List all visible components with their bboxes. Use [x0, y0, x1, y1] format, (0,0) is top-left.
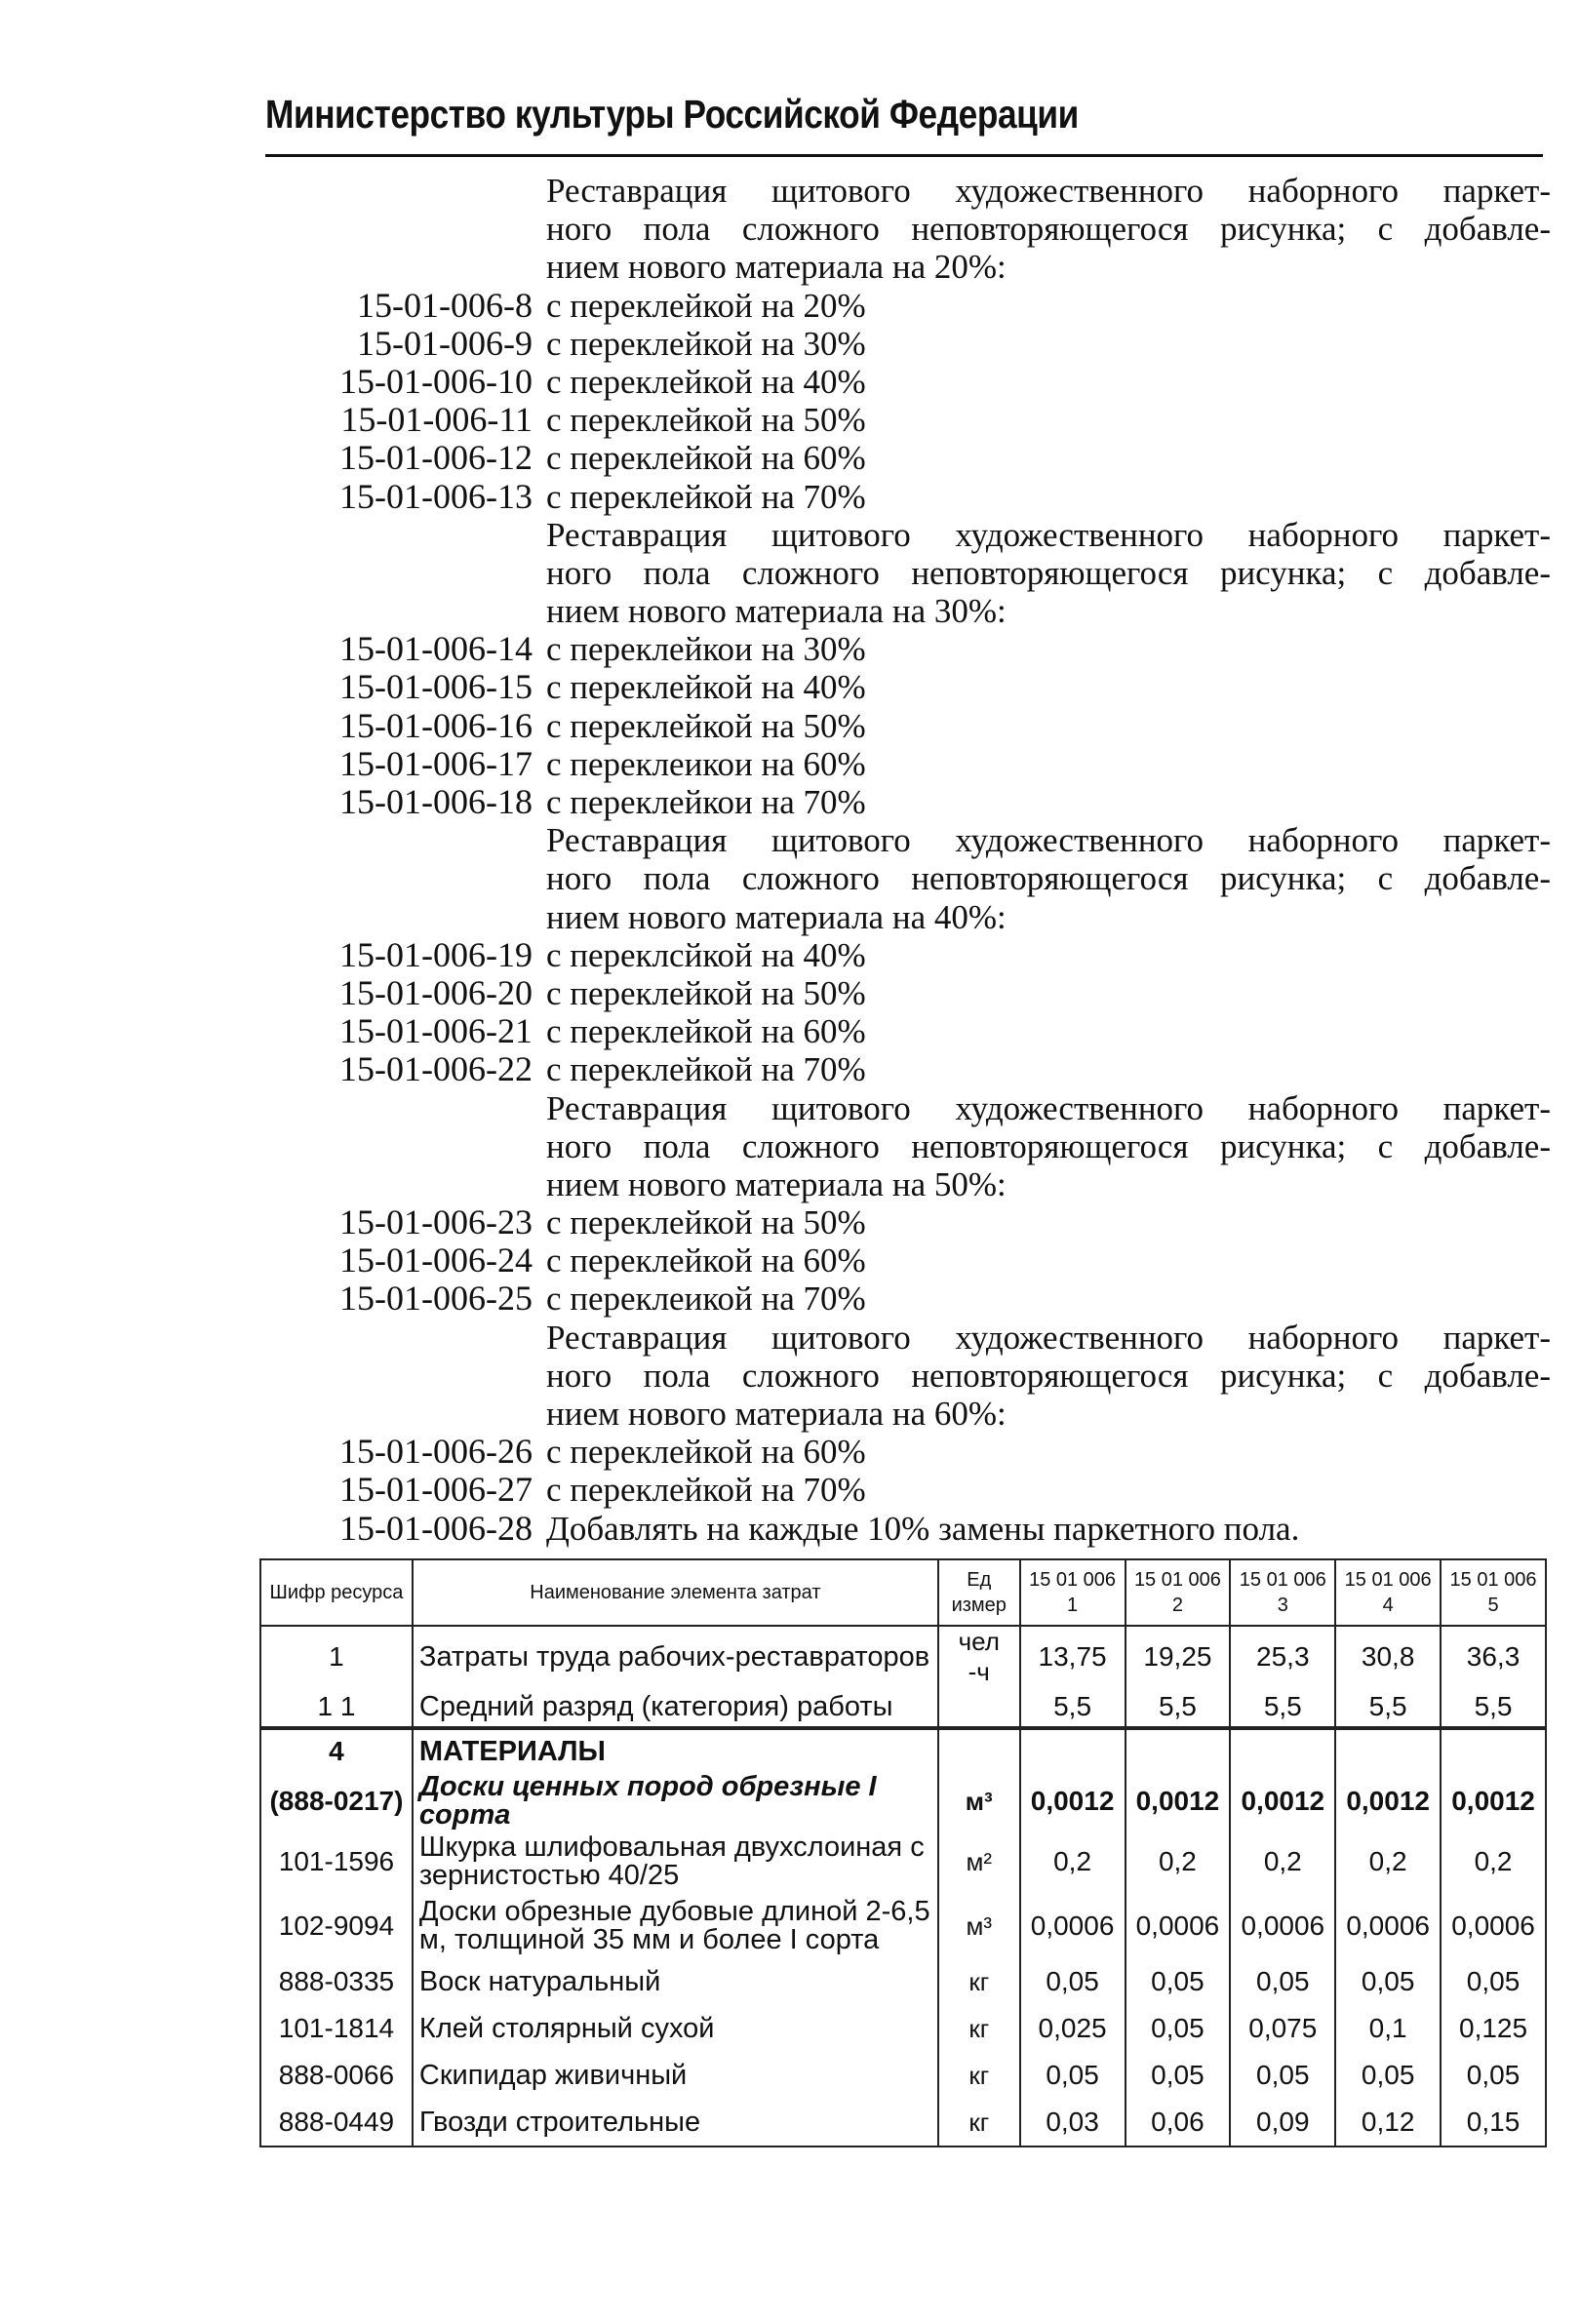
table-row — [260, 2005, 1546, 2052]
table-row — [260, 1958, 1546, 2005]
value-cell: 0,05 — [1335, 2052, 1441, 2099]
unit: кг — [938, 1958, 1020, 2005]
value-cell: 0,09 — [1230, 2099, 1335, 2147]
list-line — [263, 821, 1551, 859]
resource-code: 1 — [260, 1626, 413, 1687]
norm-text: с переклейкой на 60% — [546, 439, 866, 478]
norm-code: 15-01-006-17 — [339, 743, 533, 783]
norm-text: с переклейкой на 30% — [546, 324, 866, 363]
norm-text: ного пола сложного неповторяющегося рисунка; с добавле- — [546, 553, 1551, 592]
norm-code: 15-01-006-20 — [339, 972, 533, 1012]
list-line — [263, 1319, 1551, 1357]
norm-code: 15-01-006-12 — [339, 438, 533, 478]
cost-element-name: Гвозди строительные — [413, 2099, 938, 2147]
norm-code: 15-01-006-14 — [339, 629, 533, 669]
cost-element-name: Воск натуральный — [413, 1958, 938, 2005]
value-cell: 0,05 — [1441, 2052, 1546, 2099]
list-line — [263, 1471, 1551, 1509]
table-row — [260, 2099, 1546, 2147]
norm-text: с переклейкой на 40% — [546, 362, 866, 401]
norm-code: 15-01-006-18 — [339, 782, 533, 821]
list-line — [263, 478, 1551, 516]
norm-code — [263, 821, 546, 859]
norm-code: 15-01-006-24 — [339, 1241, 533, 1280]
value-cell: 0,2 — [1230, 1830, 1335, 1894]
value-cell — [1126, 1728, 1231, 1773]
value-cell: 0,05 — [1230, 1958, 1335, 2005]
norm-code — [263, 516, 546, 554]
norm-text: нием нового материала на 60%: — [546, 1395, 1007, 1433]
list-line — [263, 1433, 1551, 1471]
value-cell: 0,2 — [1126, 1830, 1231, 1894]
value-cell: 0,2 — [1020, 1830, 1126, 1894]
list-line — [263, 936, 1551, 974]
value-cell: 0,06 — [1126, 2099, 1231, 2147]
list-line — [263, 783, 1551, 821]
value-cell: 0,05 — [1126, 2005, 1231, 2052]
list-line — [263, 745, 1551, 783]
value-cell: 0,0012 — [1126, 1773, 1231, 1830]
norm-text: с переклейкой на 50% — [546, 401, 866, 440]
norm-text: с переклеикой на 70% — [546, 1280, 866, 1319]
header-norm-col: 15 01 006 3 — [1230, 1559, 1335, 1626]
norm-code — [263, 1089, 546, 1127]
value-cell: 0,0006 — [1020, 1894, 1126, 1958]
norm-text: Реставрация щитового художественного наборного паркет- — [546, 1318, 1551, 1357]
norm-code: 15-01-006-22 — [339, 1049, 533, 1089]
value-cell: 0,1 — [1335, 2005, 1441, 2052]
norm-text: нием нового материала на 30%: — [546, 592, 1007, 631]
resource-cost-table — [259, 1558, 1547, 2147]
norm-text: с переклейкой на 70% — [546, 1471, 866, 1510]
norm-text: с переклеикои на 60% — [546, 744, 866, 783]
norm-text: с переклсйкой на 40% — [546, 935, 866, 974]
value-cell: 0,0006 — [1126, 1894, 1231, 1958]
value-cell: 0,0012 — [1441, 1773, 1546, 1830]
value-cell: 0,025 — [1020, 2005, 1126, 2052]
value-cell: 0,05 — [1126, 2052, 1231, 2099]
table-row — [260, 1830, 1546, 1894]
norm-code: 15-01-006-27 — [339, 1470, 533, 1510]
norm-text: Реставрация щитового художественного наборного паркет- — [546, 821, 1551, 860]
unit: кг — [938, 2099, 1020, 2147]
norm-text: с переклейкой на 60% — [546, 1433, 866, 1472]
norm-code: 15-01-006-10 — [339, 361, 533, 401]
unit: кг — [938, 2005, 1020, 2052]
value-cell: 0,0012 — [1230, 1773, 1335, 1830]
norm-list — [263, 172, 1551, 1548]
norm-text: ного пола сложного неповторяющегося рисунка; с добавле- — [546, 210, 1551, 249]
list-line — [263, 172, 1551, 210]
norm-text: с переклейкой на 70% — [546, 477, 866, 516]
norm-code: 15-01-006-23 — [339, 1202, 533, 1242]
value-cell: 0,03 — [1020, 2099, 1126, 2147]
header-cost-element: Наименование элемента затрат — [413, 1559, 938, 1626]
norm-text: ного пола сложного неповторяющегося рисунка; с добавле- — [546, 1356, 1551, 1395]
header-resource-code: Шифр ресурса — [260, 1559, 413, 1626]
norm-text: с переклейкой на 40% — [546, 668, 866, 707]
resource-code: (888-0217) — [260, 1773, 413, 1830]
norm-text: с переклейкой на 50% — [546, 706, 866, 745]
norm-code: 15-01-006-16 — [339, 705, 533, 745]
norm-text: нием нового материала на 20%: — [546, 248, 1007, 287]
list-line — [263, 974, 1551, 1012]
value-cell: 13,75 — [1020, 1626, 1126, 1687]
cost-element-name: Средний разряд (категория) работы — [413, 1687, 938, 1728]
section-title: МАТЕРИАЛЫ — [413, 1728, 938, 1773]
norm-code — [263, 898, 546, 936]
list-line — [263, 592, 1551, 630]
resource-code: 102-9094 — [260, 1894, 413, 1958]
norm-code: 15-01-006-21 — [339, 1011, 533, 1051]
unit: чел -ч — [938, 1626, 1020, 1687]
list-line — [263, 363, 1551, 401]
list-line — [263, 516, 1551, 554]
value-cell: 0,12 — [1335, 2099, 1441, 2147]
norm-code — [263, 554, 546, 592]
value-cell — [1020, 1728, 1126, 1773]
value-cell: 0,125 — [1441, 2005, 1546, 2052]
resource-code: 1 1 — [260, 1687, 413, 1728]
list-line — [263, 1395, 1551, 1433]
norm-code: 15-01-006-13 — [339, 476, 533, 516]
resource-code: 888-0066 — [260, 2052, 413, 2099]
norm-text: Реставрация щитового художественного наборного паркет- — [546, 1088, 1551, 1127]
value-cell: 0,05 — [1441, 1958, 1546, 2005]
value-cell: 0,05 — [1335, 1958, 1441, 2005]
list-line — [263, 707, 1551, 745]
cost-element-name: Скипидар живичный — [413, 2052, 938, 2099]
list-line — [263, 1165, 1551, 1203]
norm-text: Реставрация щитового художественного наборного паркет- — [546, 515, 1551, 554]
value-cell: 0,0012 — [1020, 1773, 1126, 1830]
unit: м² — [938, 1830, 1020, 1894]
list-line — [263, 1012, 1551, 1050]
norm-code: 15-01-006-25 — [339, 1279, 533, 1319]
header-unit: Ед измер — [938, 1559, 1020, 1626]
norm-code: 15-01-006-28 — [339, 1508, 533, 1548]
cost-element-name: Шкурка шлифовальная двухслоиная с зернистостью 40/25 — [413, 1830, 938, 1894]
unit: кг — [938, 2052, 1020, 2099]
norm-text: с переклейкой на 50% — [546, 1203, 866, 1242]
list-line — [263, 439, 1551, 477]
value-cell: 5,5 — [1335, 1687, 1441, 1728]
value-cell: 36,3 — [1441, 1626, 1546, 1687]
resource-code: 4 — [260, 1728, 413, 1773]
norm-text: с переклейкой на 60% — [546, 1241, 866, 1280]
value-cell: 0,2 — [1335, 1830, 1441, 1894]
value-cell: 0,0006 — [1335, 1894, 1441, 1958]
list-line — [263, 1089, 1551, 1127]
norm-code — [263, 859, 546, 897]
header-norm-col: 15 01 006 1 — [1020, 1559, 1126, 1626]
norm-text: с переклейкои на 70% — [546, 783, 866, 821]
list-line — [263, 1050, 1551, 1088]
norm-code: 15-01-006-8 — [357, 285, 533, 325]
norm-code: 15-01-006-26 — [339, 1432, 533, 1472]
value-cell: 30,8 — [1335, 1626, 1441, 1687]
norm-code — [263, 1127, 546, 1165]
norm-code — [263, 1319, 546, 1357]
value-cell: 0,0006 — [1230, 1894, 1335, 1958]
value-cell: 0,05 — [1230, 2052, 1335, 2099]
norm-code — [263, 1357, 546, 1395]
value-cell: 5,5 — [1230, 1687, 1335, 1728]
list-line — [263, 668, 1551, 706]
header-norm-col: 15 01 006 4 — [1335, 1559, 1441, 1626]
norm-text: с переклейкой на 70% — [546, 1050, 866, 1089]
list-line — [263, 325, 1551, 363]
norm-code: 15-01-006-15 — [339, 667, 533, 707]
value-cell: 0,05 — [1020, 1958, 1126, 2005]
norm-code — [263, 210, 546, 248]
unit — [938, 1687, 1020, 1728]
norm-code — [263, 1395, 546, 1433]
cost-element-name: Клей столярный сухой — [413, 2005, 938, 2052]
cost-element-name: Доски ценных пород обрезные I сорта — [413, 1773, 938, 1830]
norm-text: ного пола сложного неповторяющегося рисунка; с добавле- — [546, 859, 1551, 898]
table-row — [260, 1894, 1546, 1958]
norm-code: 15-01-006-9 — [357, 323, 533, 363]
list-line — [263, 859, 1551, 897]
list-line — [263, 401, 1551, 439]
value-cell: 0,05 — [1020, 2052, 1126, 2099]
norm-code: 15-01-006-11 — [340, 400, 533, 440]
value-cell: 0,2 — [1441, 1830, 1546, 1894]
value-cell — [1335, 1728, 1441, 1773]
table-row — [260, 1626, 1546, 1687]
list-line — [263, 554, 1551, 592]
value-cell: 0,0012 — [1335, 1773, 1441, 1830]
list-line — [263, 248, 1551, 286]
norm-text: нием нового материала на 50%: — [546, 1164, 1007, 1203]
value-cell — [1441, 1728, 1546, 1773]
page-header-title: Министерство культуры Российской Федерации — [265, 92, 1079, 137]
value-cell: 0,0006 — [1441, 1894, 1546, 1958]
value-cell: 25,3 — [1230, 1626, 1335, 1687]
value-cell — [1230, 1728, 1335, 1773]
value-cell: 0,075 — [1230, 2005, 1335, 2052]
norm-text: с переклейкой на 60% — [546, 1012, 866, 1051]
table-row — [260, 2052, 1546, 2099]
norm-code — [263, 1165, 546, 1203]
norm-code — [263, 248, 546, 286]
value-cell: 19,25 — [1126, 1626, 1231, 1687]
list-line — [263, 1280, 1551, 1318]
list-line — [263, 1127, 1551, 1165]
norm-code — [263, 592, 546, 630]
list-line — [263, 210, 1551, 248]
norm-text: Реставрация щитового художественного наборного паркет- — [546, 172, 1551, 210]
norm-text: с переклейкой на 50% — [546, 973, 866, 1012]
header-norm-col: 15 01 006 2 — [1126, 1559, 1231, 1626]
table-row — [260, 1687, 1546, 1728]
header-norm-col: 15 01 006 5 — [1441, 1559, 1546, 1626]
list-line — [263, 287, 1551, 325]
unit — [938, 1728, 1020, 1773]
table-row — [260, 1773, 1546, 1830]
value-cell: 5,5 — [1020, 1687, 1126, 1728]
header-divider — [265, 154, 1543, 157]
value-cell: 5,5 — [1441, 1687, 1546, 1728]
norm-text: с переклейкои на 30% — [546, 630, 866, 669]
value-cell: 0,05 — [1126, 1958, 1231, 2005]
list-line — [263, 1203, 1551, 1241]
list-line — [263, 898, 1551, 936]
list-line — [263, 1241, 1551, 1280]
list-line — [263, 1357, 1551, 1395]
norm-code — [263, 172, 546, 210]
unit: м³ — [938, 1773, 1020, 1830]
list-line — [263, 1510, 1551, 1548]
value-cell: 0,15 — [1441, 2099, 1546, 2147]
norm-text: ного пола сложного неповторяющегося рисунка; с добавле- — [546, 1126, 1551, 1165]
norm-code: 15-01-006-19 — [339, 934, 533, 974]
resource-code: 101-1814 — [260, 2005, 413, 2052]
resource-code: 101-1596 — [260, 1830, 413, 1894]
table-header-row — [260, 1559, 1546, 1626]
cost-element-name: Доски обрезные дубовые длиной 2-6,5 м, толщиной 35 мм и более I сорта — [413, 1894, 938, 1958]
table-section-row — [260, 1728, 1546, 1773]
value-cell: 5,5 — [1126, 1687, 1231, 1728]
list-line — [263, 630, 1551, 668]
norm-text: нием нового материала на 40%: — [546, 897, 1007, 936]
cost-element-name: Затраты труда рабочих-реставраторов — [413, 1626, 938, 1687]
resource-code: 888-0449 — [260, 2099, 413, 2147]
resource-code: 888-0335 — [260, 1958, 413, 2005]
unit: м³ — [938, 1894, 1020, 1958]
norm-text: Добавлять на каждые 10% замены паркетного пола. — [546, 1509, 1300, 1548]
norm-text: с переклейкой на 20% — [546, 286, 866, 325]
